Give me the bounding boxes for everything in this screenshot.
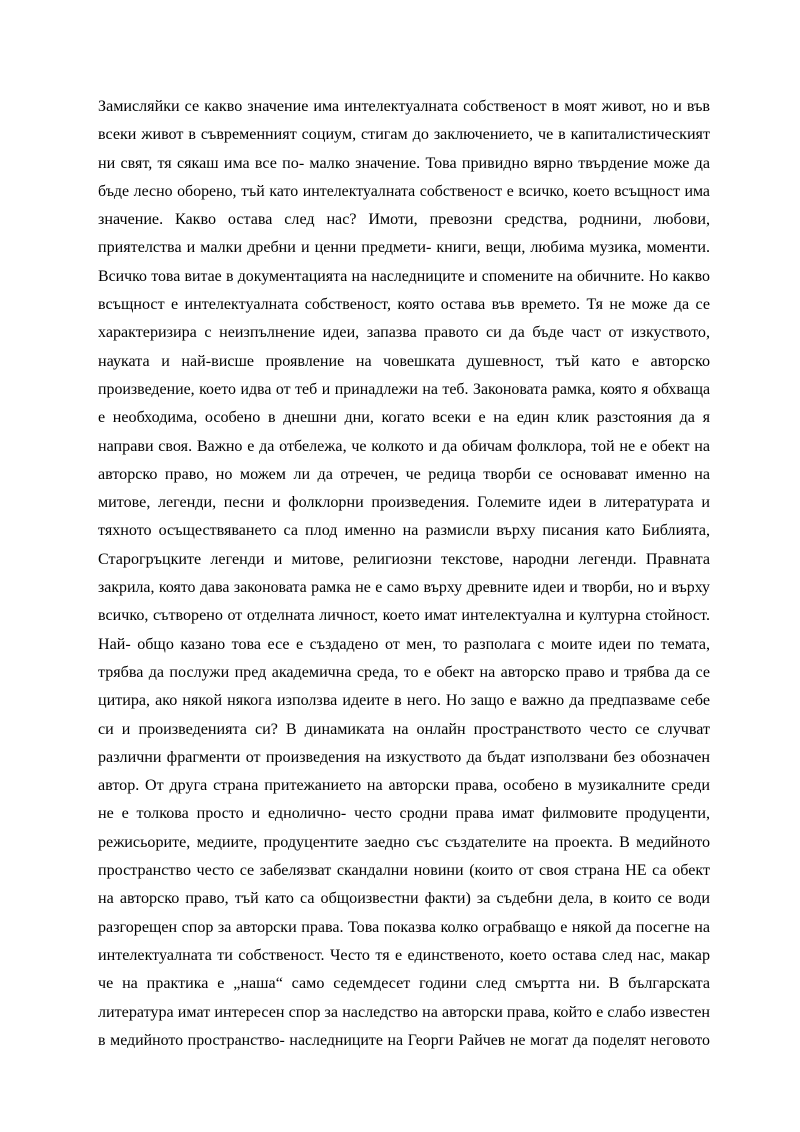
- text-line: автор. От друга страна притежанието на авторски права, особено в музикалните среди: [98, 777, 710, 795]
- text-line: произведение, което идва от теб и принадлежи на теб. Законовата рамка, която я обхваща: [98, 380, 710, 398]
- text-line: в медийното пространство- наследниците на Георги Райчев не могат да поделят неговото: [98, 1031, 710, 1049]
- text-line: всеки живот в съвременният социум, стигам до заключението, че в капиталистическият: [98, 126, 710, 144]
- text-line: разгорещен спор за авторски права. Това показва колко ограбващо е някой да посегне на: [98, 918, 710, 936]
- text-line: значение. Какво остава след нас? Имоти, превозни средства, роднини, любови,: [98, 211, 710, 229]
- text-line: всъщност е интелектуалната собственост, която остава във времето. Тя не може да се: [98, 296, 710, 314]
- text-line: че на практика е „наша“ само седемдесет години след смъртта ни. В българската: [98, 975, 710, 993]
- text-line: авторско право, но можем ли да отречен, че редица творби се основават именно на: [98, 465, 710, 483]
- text-line: Всичко това витае в документацията на наследниците и спомените на обичните. Но какво: [98, 267, 710, 285]
- text-line: цитира, ако някой някога използва идеите в него. Но защо е важно да предпазваме себе: [98, 692, 710, 710]
- text-line: тяхното осъществяването са плод именно на размисли върху писания като Библията,: [98, 522, 710, 540]
- text-line: закрила, която дава законовата рамка не е само върху древните идеи и творби, но и върху: [98, 579, 710, 597]
- text-line: приятелства и малки дребни и ценни предмети- книги, вещи, любима музика, моменти.: [98, 239, 710, 257]
- text-line: направи своя. Важно е да отбележа, че колкото и да обичам фолклора, той не е обект на: [98, 437, 710, 455]
- text-line: литература имат интересен спор за наследство на авторски права, който е слабо известен: [98, 1003, 710, 1021]
- text-line: пространство често се забелязват скандални новини (които от своя страна НЕ са обект: [98, 862, 710, 880]
- text-line: всичко, сътворено от отделната личност, което имат интелектуална и културна стойност.: [98, 607, 710, 625]
- text-line: Старогръцките легенди и митове, религиозни текстове, народни легенди. Правната: [98, 550, 710, 568]
- text-line: интелектуалната ти собственост. Често тя е единственото, което остава след нас, макар: [98, 946, 710, 964]
- text-line: различни фрагменти от произведения на изкуството да бъдат използвани без обозначен: [98, 748, 710, 766]
- text-line: ни свят, тя сякаш има все по- малко значение. Това привидно вярно твърдение може да: [98, 154, 710, 172]
- text-line: на авторско право, тъй като са общоизвестни факти) за съдебни дела, в които се води: [98, 890, 710, 908]
- text-line: науката и най-висше проявление на човешката душевност, тъй като е авторско: [98, 352, 710, 370]
- text-line: Замисляйки се какво значение има интелектуалната собственост в моят живот, но и във: [98, 98, 710, 115]
- text-line: не е толкова просто и еднолично- често сродни права имат филмовите продуценти,: [98, 805, 710, 823]
- text-line: характеризира с неизпълнение идеи, запазва правото си да бъде част от изкуството,: [98, 324, 710, 342]
- essay-body: [98, 93, 710, 1055]
- text-line: трябва да послужи пред академична среда, то е обект на авторско право и трябва да се: [98, 663, 710, 681]
- text-line: си и произведенията си? В динамиката на онлайн пространството често се случват: [98, 720, 710, 738]
- text-line: режисьорите, медиите, продуцентите заедно със създателите на проекта. В медийното: [98, 833, 710, 851]
- text-line: бъде лесно оборено, тъй като интелектуалната собственост е всичко, което всъщност има: [98, 182, 710, 200]
- text-line: митове, легенди, песни и фолклорни произведения. Големите идеи в литературата и: [98, 494, 710, 512]
- text-line: Най- общо казано това есе е създадено от мен, то разполага с моите идеи по темата,: [98, 635, 710, 653]
- text-line: е необходима, особено в днешни дни, когато всеки е на един клик разстояния да я: [98, 409, 710, 427]
